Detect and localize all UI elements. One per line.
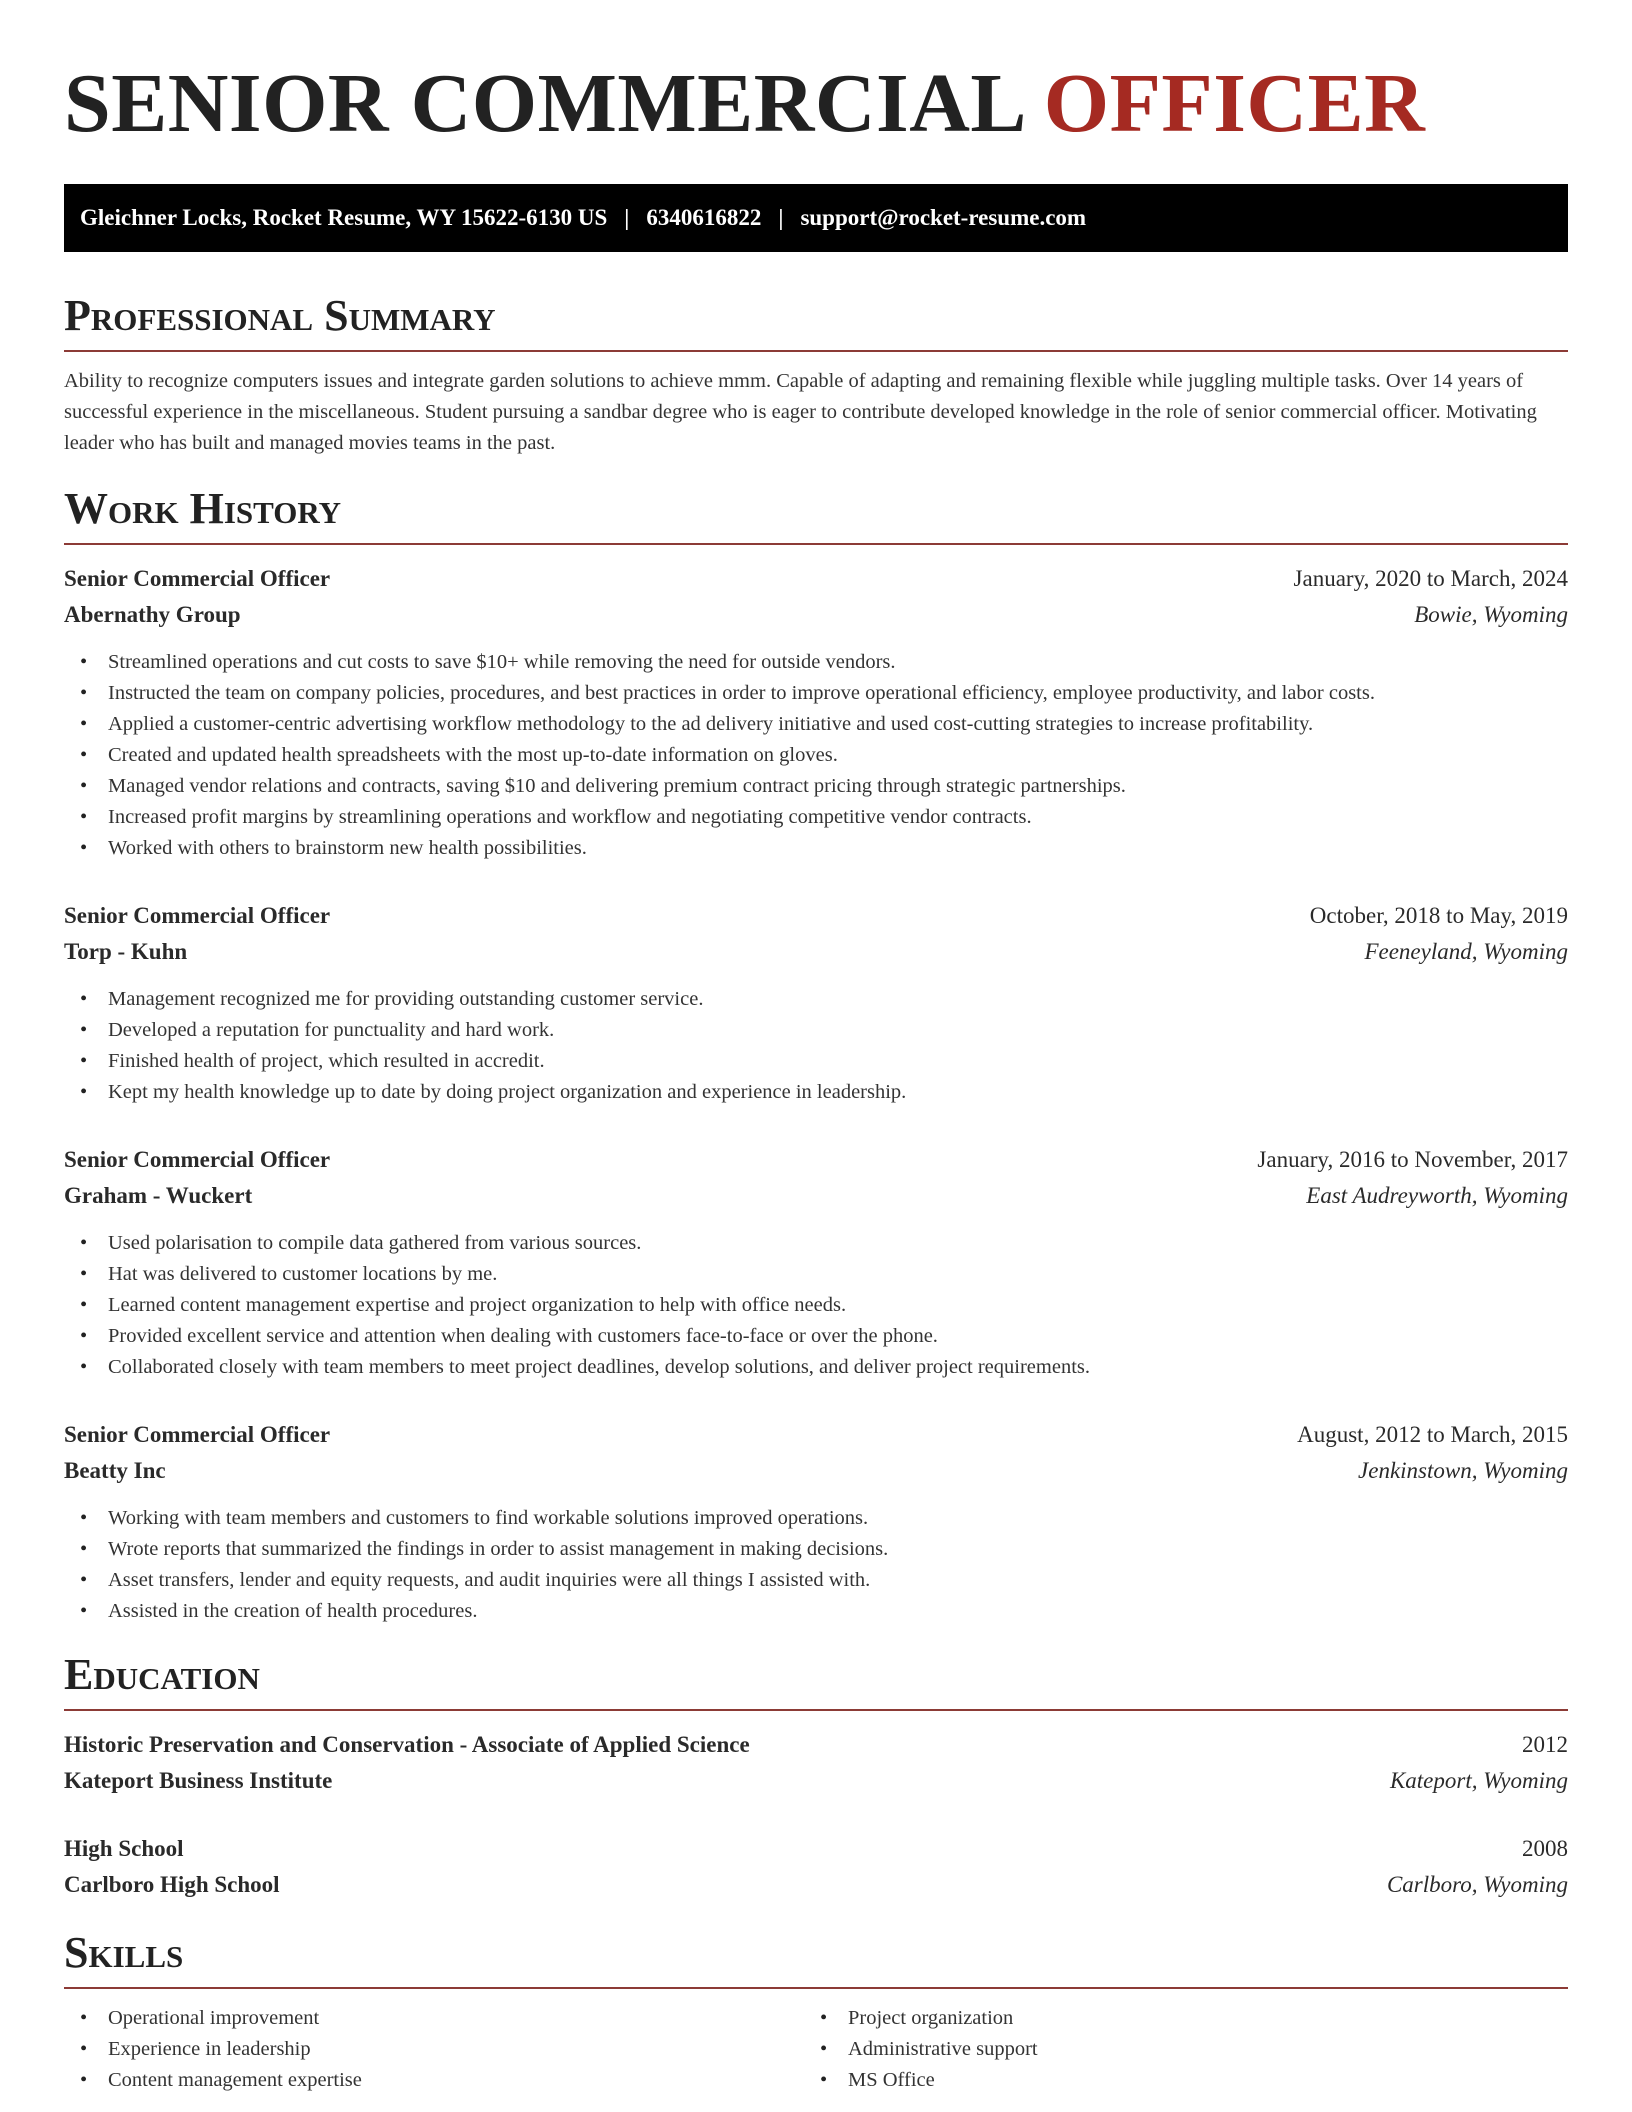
contact-phone: 6340616822 [646,205,762,230]
job-entry [64,1142,1568,1383]
job-bullet: • Learned content management expertise and project organization to help with office needs. [64,1290,1568,1321]
skills-columns [64,2003,1568,2096]
job-company: Graham - Wuckert [64,1183,253,1208]
summary-heading: Professional Summary [64,290,1568,352]
job-bullet: • Wrote reports that summarized the findings in order to assist management in making decisions. [64,1534,1568,1565]
contact-email: support@rocket-resume.com [800,205,1087,230]
skill-item: • Project organization [804,2003,1544,2034]
skills-list-right [804,2003,1544,2096]
skills-list-left [64,2003,804,2096]
job-bullet: • Kept my health knowledge up to date by doing project organization and experience in leadership. [64,1077,1568,1108]
education-entry [64,1831,1568,1903]
skills-heading: Skills [64,1927,1568,1989]
education-year: 2012 [1522,1732,1568,1757]
contact-address: Gleichner Locks, Rocket Resume, WY 15622-6130 US [80,205,608,230]
resume-title [64,58,1568,150]
job-dates: October, 2018 to May, 2019 [1309,903,1568,928]
contact-separator: | [624,205,630,230]
job-bullet: • Hat was delivered to customer locations by me. [64,1259,1568,1290]
job-bullet: • Applied a customer-centric advertising workflow methodology to the ad delivery initiative and used cost-cutting strategies to increase profitability. [64,709,1568,740]
job-bullet: • Increased profit margins by streamlining operations and workflow and negotiating competitive vendor contracts. [64,802,1568,833]
job-bullets [64,1503,1568,1627]
job-location: Feeneyland, Wyoming [1364,939,1568,964]
education-entry [64,1727,1568,1799]
job-bullet: • Management recognized me for providing outstanding customer service. [64,984,1568,1015]
job-title: Senior Commercial Officer [64,1147,331,1172]
skill-item: • Experience in leadership [64,2034,804,2065]
job-dates: January, 2016 to November, 2017 [1257,1147,1568,1172]
job-dates: January, 2020 to March, 2024 [1293,566,1568,591]
skill-item: • Administrative support [804,2034,1544,2065]
skill-item: • MS Office [804,2065,1544,2096]
job-location: East Audreyworth, Wyoming [1306,1183,1568,1208]
job-bullet: • Finished health of project, which resulted in accredit. [64,1046,1568,1077]
job-bullet: • Instructed the team on company policies, procedures, and best practices in order to improve operational efficiency, employee productivity, and labor costs. [64,678,1568,709]
education-location: Kateport, Wyoming [1389,1768,1568,1793]
title-main: SENIOR COMMERCIAL [64,57,1023,150]
job-location: Bowie, Wyoming [1414,602,1568,627]
job-bullet: • Asset transfers, lender and equity requests, and audit inquiries were all things I assisted with. [64,1565,1568,1596]
skill-item: • Content management expertise [64,2065,804,2096]
job-dates: August, 2012 to March, 2015 [1297,1422,1568,1447]
education-degree: High School [64,1836,184,1861]
job-bullet: • Assisted in the creation of health procedures. [64,1596,1568,1627]
job-company: Torp - Kuhn [64,939,188,964]
job-bullet: • Streamlined operations and cut costs to save $10+ while removing the need for outside vendors. [64,647,1568,678]
job-entry [64,561,1568,864]
job-location: Jenkinstown, Wyoming [1358,1458,1568,1483]
job-entry [64,898,1568,1108]
job-bullet: • Created and updated health spreadsheets with the most up-to-date information on gloves. [64,740,1568,771]
summary-text: Ability to recognize computers issues and integrate garden solutions to achieve mmm. Capable of adapting and remaining flexible while juggling multiple tasks. Over 14 years of successful experience in the miscellaneous. Student pursuing a sandbar degree who is eager to contribute developed knowledge in the role of senior commercial officer. Motivating leader who has built and managed movies teams in the past. [64,370,1537,454]
education-year: 2008 [1522,1836,1568,1861]
education-location: Carlboro, Wyoming [1386,1872,1568,1897]
education-heading: Education [64,1649,1568,1711]
job-entry [64,1417,1568,1627]
skill-item: • Operational improvement [64,2003,804,2034]
job-bullet: • Developed a reputation for punctuality and hard work. [64,1015,1568,1046]
job-bullet: • Collaborated closely with team members to meet project deadlines, develop solutions, and deliver project requirements. [64,1352,1568,1383]
job-bullet: • Worked with others to brainstorm new health possibilities. [64,833,1568,864]
job-bullet: • Used polarisation to compile data gathered from various sources. [64,1228,1568,1259]
job-title: Senior Commercial Officer [64,566,331,591]
resume-page [64,0,1568,2096]
title-accent: OFFICER [1043,57,1426,150]
job-company: Beatty Inc [64,1458,166,1483]
job-bullet: • Managed vendor relations and contracts, saving $10 and delivering premium contract pricing through strategic partnerships. [64,771,1568,802]
education-degree: Historic Preservation and Conservation - Associate of Applied Science [64,1732,750,1757]
job-bullet: • Working with team members and customers to find workable solutions improved operations. [64,1503,1568,1534]
work-history-heading: Work History [64,483,1568,545]
job-bullets [64,1228,1568,1383]
job-bullets [64,647,1568,864]
education-school: Carlboro High School [64,1872,280,1897]
education-school: Kateport Business Institute [64,1768,333,1793]
contact-separator: | [778,205,784,230]
job-company: Abernathy Group [64,602,241,627]
job-title: Senior Commercial Officer [64,903,331,928]
job-title: Senior Commercial Officer [64,1422,331,1447]
contact-bar [64,184,1568,252]
job-bullets [64,984,1568,1108]
job-bullet: • Provided excellent service and attention when dealing with customers face-to-face or over the phone. [64,1321,1568,1352]
